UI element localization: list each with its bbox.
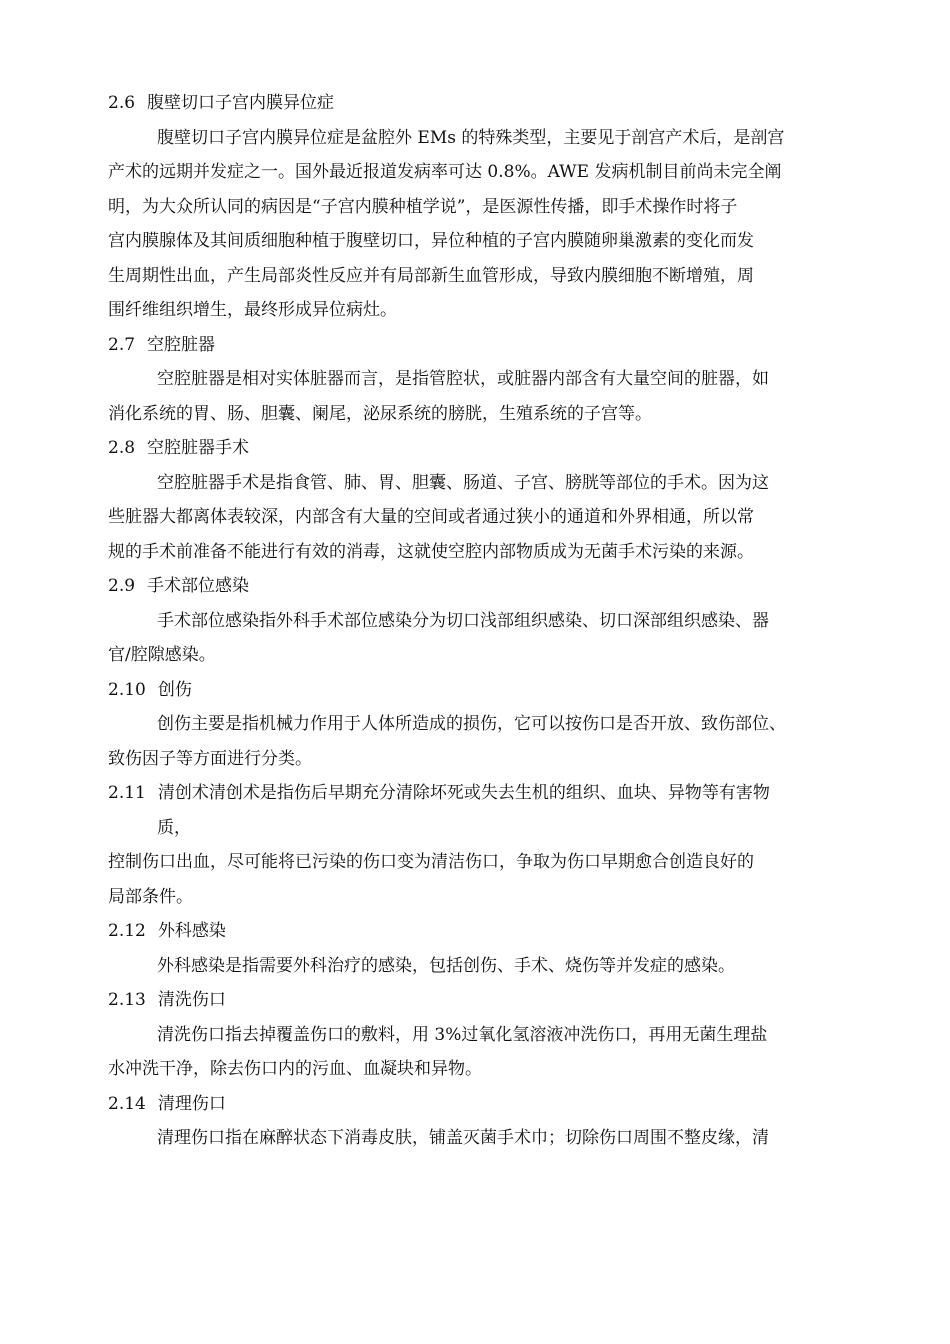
paragraph-line: 官/腔隙感染。 <box>108 645 216 665</box>
paragraph-line: 外科感染是指需要外科治疗的感染，包括创伤、手术、烧伤等并发症的感染。 <box>157 955 735 976</box>
section-heading <box>108 914 853 949</box>
paragraph-line: 生周期性出血，产生局部炎性反应并有局部新生血管形成，导致内膜细胞不断增殖，周 <box>108 265 754 286</box>
section-title: 腹壁切口子宫内膜异位症 <box>147 93 335 113</box>
section-number: 2.14 <box>108 1093 146 1114</box>
section-number: 2.11 <box>108 783 146 803</box>
paragraph-line: 清洗伤口指去掉覆盖伤口的敷料，用 3%过氧化氢溶液冲洗伤口，再用无菌生理盐 <box>157 1024 768 1045</box>
section-heading <box>108 328 853 363</box>
paragraph-line: 规的手术前准备不能进行有效的消毒，这就使空腔内部物质成为无菌手术污染的来源。 <box>108 541 754 562</box>
section-title: 清洗伤口 <box>157 990 226 1010</box>
section-number: 2.10 <box>108 679 146 700</box>
paragraph-line: 空腔脏器手术是指食管、肺、胃、胆囊、肠道、子宫、膀胱等部位的手术。因为这 <box>157 472 769 493</box>
section-heading <box>108 86 853 121</box>
section-heading <box>108 1087 853 1122</box>
section-title-wrap: 质， <box>157 817 191 838</box>
section-title: 空腔脏器 <box>147 334 216 355</box>
paragraph-line: 空腔脏器是相对实体脏器而言，是指管腔状，或脏器内部含有大量空间的脏器，如 <box>157 369 769 389</box>
section-number: 2.13 <box>108 990 146 1010</box>
section-title: 创伤 <box>157 679 192 700</box>
section-title: 空腔脏器手术 <box>147 438 250 458</box>
paragraph-line: 些脏器大都离体表较深，内部含有大量的空间或者通过狭小的通道和外界相通，所以常 <box>108 507 754 527</box>
paragraph-line: 消化系统的胃、肠、胆囊、阑尾，泌尿系统的膀胱，生殖系统的子宫等。 <box>108 403 652 424</box>
paragraph-line: 控制伤口出血，尽可能将已污染的伤口变为清洁伤口，争取为伤口早期愈合创造良好的 <box>108 852 754 872</box>
section-title: 清创术清创术是指伤后早期充分清除坏死或失去生机的组织、血块、异物等有害物 <box>157 783 770 803</box>
paragraph-line: 腹壁切口子宫内膜异位症是盆腔外 EMs 的特殊类型，主要见于剖宫产术后，是剖宫 <box>157 127 785 148</box>
paragraph-line: 产术的远期并发症之一。国外最近报道发病率可达 0.8%。AWE 发病机制目前尚未完全阐 <box>108 162 782 182</box>
section-number: 2.12 <box>108 921 146 941</box>
section-number: 2.6 <box>108 93 136 113</box>
section-heading <box>108 983 853 1018</box>
section-heading <box>108 431 853 466</box>
section-title: 外科感染 <box>157 921 226 941</box>
paragraph-line: 局部条件。 <box>108 886 193 907</box>
paragraph-line: 创伤主要是指机械力作用于人体所造成的损伤，它可以按伤口是否开放、致伤部位、 <box>157 714 786 734</box>
section-heading <box>108 569 853 604</box>
paragraph-line: 围纤维组织增生，最终形成异位病灶。 <box>108 300 397 320</box>
paragraph-line: 致伤因子等方面进行分类。 <box>108 748 312 769</box>
section-number: 2.9 <box>108 576 136 596</box>
paragraph-line: 水冲洗干净，除去伤口内的污血、血凝块和异物。 <box>108 1059 482 1079</box>
section-number: 2.7 <box>108 334 136 355</box>
section-title: 清理伤口 <box>157 1093 226 1114</box>
paragraph-line: 手术部位感染指外科手术部位感染分为切口浅部组织感染、切口深部组织感染、器 <box>157 610 769 631</box>
section-heading <box>108 776 853 811</box>
paragraph-line: 明，为大众所认同的病因是“子宫内膜种植学说”，是医源性传播，即手术操作时将子 <box>108 196 738 217</box>
section-title: 手术部位感染 <box>147 576 250 596</box>
paragraph-line: 清理伤口指在麻醉状态下消毒皮肤，铺盖灭菌手术巾；切除伤口周围不整皮缘，清 <box>157 1128 769 1148</box>
section-heading <box>108 673 853 708</box>
document-page <box>108 86 853 1156</box>
paragraph-line: 宫内膜腺体及其间质细胞种植于腹壁切口，异位种植的子宫内膜随卵巢激素的变化而发 <box>108 231 754 251</box>
section-number: 2.8 <box>108 438 136 458</box>
